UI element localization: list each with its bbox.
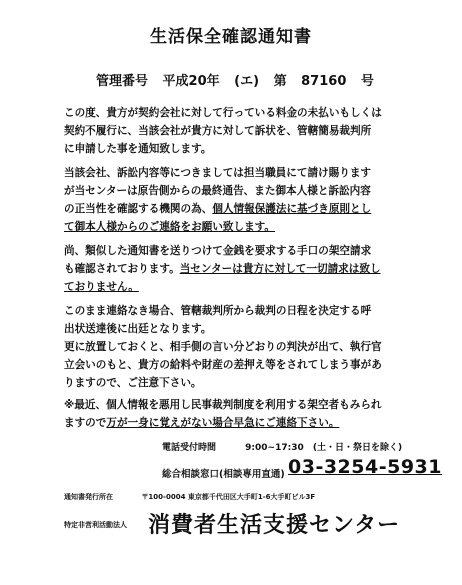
text-line: 更に放置しておくと、相手側の言い分どおりの判決が出て、執行官	[64, 341, 382, 353]
text-segment: ますので	[64, 417, 107, 429]
paragraph-recent-notice	[64, 396, 444, 432]
reference-era-year: 平成20年	[162, 74, 220, 89]
text-line: 尚、類似した通知書を送りつけて金銭を要求する手口の架空請求	[64, 245, 372, 257]
contact-label: 総合相談窓口(相談専用直通)	[162, 469, 285, 480]
reference-go: 号	[360, 74, 374, 89]
contact-phone-number: 03-3254-5931	[288, 456, 442, 478]
underlined-text: ておりません。	[64, 281, 139, 293]
text-line: 立会いのもと、貴方の給料や財産の差押え等をされてしまう事があ	[64, 359, 382, 371]
text-line: に申請した事を通知致します。	[64, 143, 212, 155]
text-line: が当センターは原告側からの最終通告、また御本人様と訴訟内容	[64, 185, 371, 197]
text-segment: の正当性を確認する機関の為、	[64, 203, 213, 215]
underlined-text: 個人情報保護法に基づき原則とし	[212, 203, 372, 215]
reference-dai: 第	[273, 74, 287, 89]
text-line: りますので、ご注意下さい。	[64, 377, 202, 389]
hours-label: 電話受付時間	[162, 443, 217, 453]
paragraph-court-consequence	[64, 302, 444, 392]
reference-code: (エ)	[234, 74, 260, 89]
text-segment: も確認されております。	[64, 263, 180, 275]
hours-time: 9:00~17:30	[245, 443, 304, 453]
paragraph-fraud-warning	[64, 242, 444, 296]
underlined-text: 当センターは貴方に対して一切請求は致し	[179, 263, 381, 275]
text-line: このまま連絡なき場合、管轄裁判所から裁判の日程を決定する呼	[64, 305, 372, 317]
text-line: この度、貴方が契約会社に対して行っている料金の未払いもしくは	[64, 107, 382, 119]
text-line	[64, 260, 444, 278]
organization-type: 特定非営利活動法人	[64, 521, 127, 529]
reference-number: 87160	[301, 74, 347, 89]
underlined-text: て御本人様からのご連絡をお願い致します。	[64, 221, 276, 233]
text-line: 当該会社、訴訟内容等につきましては担当職員にて請け賜ります	[64, 167, 372, 179]
text-line	[64, 414, 444, 432]
text-line: 契約不履行に、当該会社が貴方に対して訴状を、管轄簡易裁判所	[64, 125, 372, 137]
address-label: 通知書発行所在	[64, 493, 113, 501]
organization-name: 消費者生活支援センター	[148, 513, 401, 538]
text-line	[64, 200, 444, 218]
document-title: 生活保全確認通知書	[150, 27, 312, 47]
issuer-address	[64, 492, 315, 502]
address-text: 〒100-0004 東京都千代田区大手町1-6大手町ビル3F	[141, 493, 316, 501]
hours-note: (土・日・祭日を除く)	[312, 443, 403, 453]
reference-label: 管理番号	[96, 74, 149, 89]
text-line: 出状送達後に出廷となります。	[64, 323, 212, 335]
text-line: ※最近、個人情報を悪用し民事裁判制度を利用する架空者もみられ	[64, 399, 382, 411]
phone-hours	[162, 440, 402, 453]
underlined-text: 万が一身に覚えがない場合早急にご連絡下さい。	[106, 417, 340, 429]
paragraph-lawsuit-notice	[64, 104, 444, 158]
paragraph-contact-request	[64, 164, 444, 236]
reference-number-line	[96, 70, 384, 89]
